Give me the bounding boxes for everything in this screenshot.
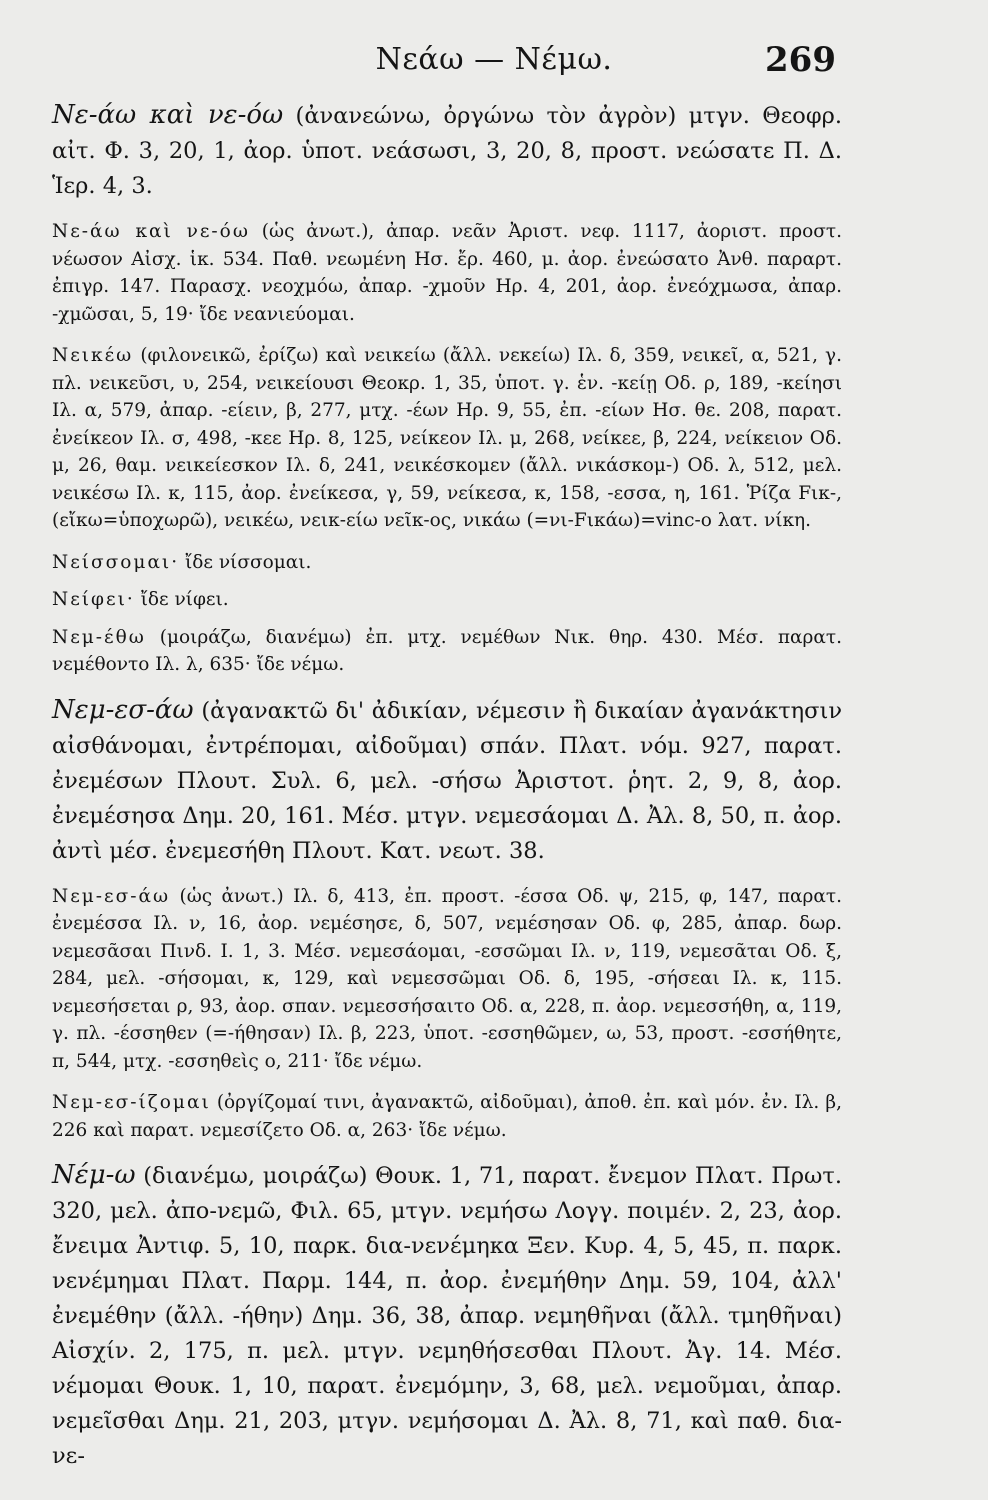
entry-neissomai bbox=[52, 549, 842, 577]
entry-text: (φιλονεικῶ, ἐρίζω) καὶ νεικείω (ἄλλ. νεκείω) Ιλ. δ, 359, νεικεῖ, α, 521, γ. πλ. νεικεῦσι, υ, 254, νεικείουσι Θεοκρ. 1, 35, ὑποτ. γ. ἑν. -κείῃ Οδ. ρ, 189, -κείησι Ιλ. α, 579, ἀπαρ. -είειν, β, 277, μτχ. -έων Ηρ. 9, 55, ἐπ. -είων Ησ. θε. 208, παρατ. ἐνείκεον Ιλ. σ, 498, -κεε Ηρ. 8, 125, νείκεον Ιλ. μ, 268, νείκεε, β, 224, νείκειον Οδ. μ, 26, θαμ. νεικείεσκον Ιλ. δ, 241, νεικέσκομεν (ἄλλ. νικάσκομ-) Οδ. λ, 512, μελ. νεικέσω Ιλ. κ, 115, ἀορ. ἐνείκεσα, γ, 59, νείκεσα, κ, 158, -εσσα, η, 161. Ῥίζα Fικ-, (εἴκω=ὑποχωρῶ), νεικέω, νεικ-είω νεῖκ-ος, νικάω (=νι-Fικάω)=vinc-o λατ. νίκη. bbox=[52, 345, 842, 531]
entry-text: (ὡς ἀνωτ.), ἀπαρ. νεᾶν Ἀριστ. νεφ. 1117, ἀοριστ. προστ. νέωσον Αἰσχ. ἱκ. 534. Παθ. νεωμένη Ησ. ἔρ. 460, μ. ἀορ. ἐνεώσατο Ἀνθ. παραρτ. ἐπιγρ. 147. Παρασχ. νεοχμόω, ἀπαρ. -χμοῦν Ηρ. 4, 201, ἀορ. ἐνεόχμωσα, ἀπαρ. -χμῶσαι, 5, 19· ἴδε νεανιεύομαι. bbox=[52, 221, 842, 325]
entry-nemesizomai bbox=[52, 1089, 842, 1144]
entry-text: ἴδε νίσσομαι. bbox=[179, 551, 312, 573]
entry-headword: Νεμ-έθω bbox=[52, 626, 146, 648]
entry-text: (διανέμω, μοιράζω) Θουκ. 1, 71, παρατ. ἔνεμον Πλατ. Πρωτ. 320, μελ. ἀπο-νεμῶ, Φιλ. 65, μτγν. νεμήσω Λογγ. ποιμέν. 2, 23, ἀορ. ἔνειμα Ἀντιφ. 5, 10, παρκ. δια-νενέμηκα Ξεν. Κυρ. 4, 5, 45, π. παρκ. νενέμημαι Πλατ. Παρμ. 144, π. ἀορ. ἐνεμήθην Δημ. 59, 104, ἀλλ' ἐνεμέθην (ἄλλ. -ήθην) Δημ. 36, 38, ἀπαρ. νεμηθῆναι (ἄλλ. τμηθῆναι) Αἰσχίν. 2, 175, π. μελ. μτγν. νεμηθήσεσθαι Πλουτ. Ἀγ. 14. Μέσ. νέμομαι Θουκ. 1, 10, παρατ. ἐνεμόμην, 3, 68, μελ. νεμοῦμαι, ἀπαρ. νεμεῖσθαι Δημ. 21, 203, μτγν. νεμήσομαι Δ. Ἀλ. 8, 71, καὶ παθ. δια-νε- bbox=[52, 1163, 842, 1469]
entry-headword: Νείσσομαι· bbox=[52, 551, 180, 573]
entry-headword: Νε-άω καὶ νε-όω bbox=[52, 100, 284, 130]
entry-neikeo bbox=[52, 342, 842, 535]
entry-headword: Νεμ-εσ-άω bbox=[52, 885, 171, 907]
page-number: 269 bbox=[765, 40, 836, 80]
entry-nemetho bbox=[52, 624, 842, 679]
page-header bbox=[0, 38, 988, 88]
entry-nemesao-1 bbox=[52, 693, 842, 869]
entry-text: (ἀνανεώνω, ὀργώνω τὸν ἀγρὸν) μτγν. Θεοφρ. αἰτ. Φ. 3, 20, 1, ἀορ. ὑποτ. νεάσωσι, 3, 20, 8, προστ. νεώσατε Π. Δ. Ἱερ. 4, 3. bbox=[52, 103, 842, 199]
entry-text: ἴδε νίφει. bbox=[134, 589, 229, 610]
entry-neiphei bbox=[52, 586, 842, 614]
entry-headword: Νεμ-εσ-άω bbox=[52, 694, 194, 725]
entry-headword: Νε-άω καὶ νε-όω bbox=[52, 221, 250, 242]
entry-text: (ἀγανακτῶ δι' ἀδικίαν, νέμεσιν ἢ δικαίαν ἀγανάκτησιν αἰσθάνομαι, ἐντρέπομαι, αἰδοῦμαι) σπάν. Πλατ. νόμ. 927, παρατ. ἐνεμέσων Πλουτ. Συλ. 6, μελ. -σήσω Ἀριστοτ. ῥητ. 2, 9, 8, ἀορ. ἐνεμέσησα Δημ. 20, 161. Μέσ. μτγν. νεμεσάομαι Δ. Ἀλ. 8, 50, π. ἀορ. ἀντὶ μέσ. ἐνεμεσήθη Πλουτ. Κατ. νεωτ. 38. bbox=[52, 697, 842, 864]
running-head: Νεάω — Νέμω. bbox=[375, 42, 613, 77]
entry-nemesao-2 bbox=[52, 883, 842, 1076]
entry-text: (ὡς ἀνωτ.) Ιλ. δ, 413, ἐπ. προστ. -έσσα Οδ. ψ, 215, φ, 147, παρατ. ἐνεμέσσα Ιλ. ν, 16, ἀορ. νεμέσησε, δ, 507, νεμέσησαν Οδ. φ, 285, ἀπαρ. δωρ. νεμεσᾶσαι Πινδ. Ι. 1, 3. Μέσ. νεμεσάομαι, -εσσῶμαι Ιλ. ν, 119, νεμεσᾶται Οδ. ξ, 284, μελ. -σήσομαι, κ, 129, καὶ νεμεσσῶμαι Οδ. δ, 195, -σήσεαι Ιλ. κ, 115. νεμεσήσεται ρ, 93, ἀορ. σπαν. νεμεσσήσαιτο Οδ. α, 228, π. ἀορ. νεμεσσήθη, α, 119, γ. πλ. -έσσηθεν (=-ήθησαν) Ιλ. β, 223, ὑποτ. -εσσηθῶμεν, ω, 53, προστ. -εσσήθητε, π, 544, μτχ. -εσσηθεὶς ο, 211· ἴδε νέμω. bbox=[52, 885, 842, 1072]
dictionary-body bbox=[52, 98, 842, 1488]
entry-headword: Νείφει· bbox=[52, 589, 135, 610]
entry-text: (μοιράζω, διανέμω) ἐπ. μτχ. νεμέθων Νικ. θηρ. 430. Μέσ. παρατ. νεμέθοντο Ιλ. λ, 635· ἴδε νέμω. bbox=[52, 626, 842, 675]
entry-headword: Νέμ-ω bbox=[52, 1160, 136, 1190]
entry-neao-1 bbox=[52, 98, 842, 204]
entry-nemo bbox=[52, 1158, 842, 1474]
entry-headword: Νεικέω bbox=[52, 345, 134, 366]
entry-neao-2 bbox=[52, 218, 842, 328]
entry-text: (ὀργίζομαί τινι, ἀγανακτῶ, αἰδοῦμαι), ἀποθ. ἐπ. καὶ μόν. ἐν. Ιλ. β, 226 καὶ παρατ. νεμεσίζετο Οδ. α, 263· ἴδε νέμω. bbox=[52, 1092, 842, 1141]
entry-headword: Νεμ-εσ-ίζομαι bbox=[52, 1092, 211, 1113]
